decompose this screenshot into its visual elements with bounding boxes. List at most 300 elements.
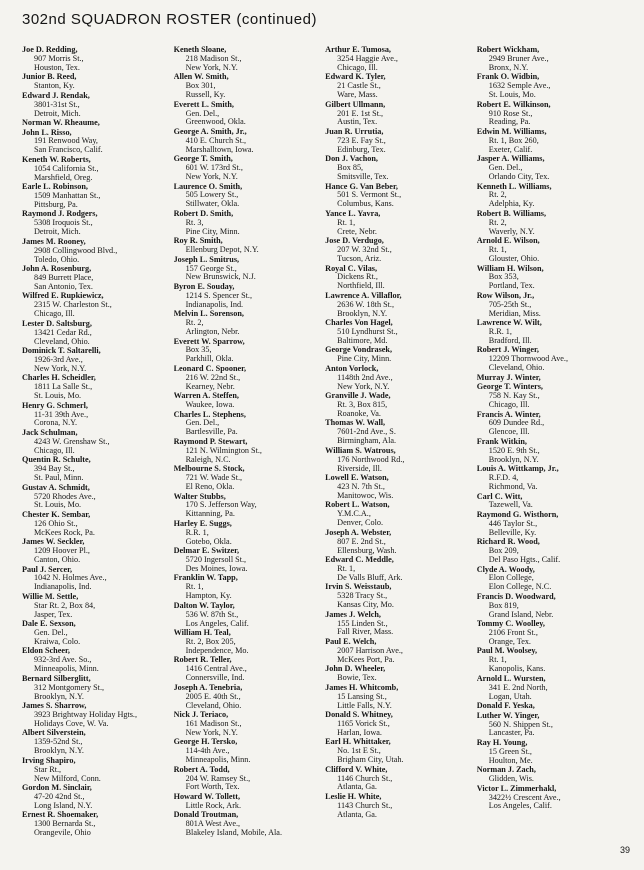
- address-line: Brooklyn, N.Y.: [34, 746, 84, 756]
- address-line: Cleveland, Ohio.: [488, 363, 545, 373]
- member-name: Carl C. Witt,: [476, 491, 523, 501]
- roster-entry: [477, 465, 632, 492]
- member-name: Franklin W. Tapp,: [173, 573, 238, 583]
- address-line: Dickens Rt.,: [337, 272, 378, 282]
- roster-entry: [22, 129, 168, 156]
- address-line: Indianapolis, Ind.: [185, 299, 244, 309]
- member-name: Irvin S. Weisstaub,: [325, 582, 392, 592]
- roster-entry: [174, 656, 320, 683]
- address-line: Jasper, Tex.: [34, 609, 73, 619]
- address-line: 1054 California St.,: [34, 163, 99, 173]
- member-name: Walter Stubbs,: [173, 491, 226, 501]
- address-line: No. 1st E St.,: [337, 746, 381, 756]
- roster-entry: [477, 155, 632, 182]
- roster-entry: [22, 729, 168, 756]
- roster-entry: [477, 319, 632, 346]
- member-name: Keneth Sloane,: [173, 46, 227, 54]
- address-line: New Milford, Conn.: [34, 773, 101, 783]
- member-name: Raymond G. Wisthorn,: [476, 509, 559, 519]
- roster-entry: [325, 365, 471, 392]
- address-line: 114-4th Ave.,: [185, 746, 230, 756]
- address-line: De Valls Bluff, Ark.: [337, 572, 403, 582]
- address-line: Stanton, Ky.: [34, 81, 75, 91]
- address-line: 2106 Front St.,: [488, 628, 538, 638]
- roster-entry: [174, 684, 320, 711]
- member-name: John D. Wheeler,: [325, 664, 386, 674]
- address-line: Box 209,: [488, 546, 519, 556]
- roster-entry: [477, 675, 632, 702]
- address-line: Ellenburg Depot, N.Y.: [185, 245, 259, 255]
- member-name: Byron E. Souday,: [173, 281, 235, 291]
- address-line: 705-25th St.,: [488, 299, 532, 309]
- member-name: Quentin R. Schulte,: [22, 455, 91, 465]
- page-title: 302nd SQUADRON ROSTER (continued): [22, 11, 317, 28]
- page-number: 39: [619, 845, 630, 855]
- member-name: Francis D. Woodward,: [476, 591, 556, 601]
- member-name: Everett W. Sparrow,: [173, 336, 245, 346]
- address-line: 121 N. Wilmington St.,: [185, 445, 262, 455]
- address-line: New York, N.Y.: [185, 62, 238, 72]
- address-line: 207 W. 32nd St.,: [337, 245, 392, 255]
- roster-entry: [477, 538, 632, 565]
- member-name: Lester D. Saltsburg,: [22, 318, 92, 328]
- roster-entry: [325, 665, 471, 683]
- address-line: Elon College,: [488, 573, 534, 583]
- address-line: 3422½ Crescent Ave.,: [488, 792, 561, 802]
- address-line: St. Louis, Mo.: [34, 391, 82, 401]
- member-name: Edward J. Rendak,: [22, 90, 90, 100]
- address-line: 394 Bay St.,: [34, 464, 75, 474]
- member-name: Donald F. Yeska,: [476, 701, 535, 711]
- address-line: Birmingham, Ala.: [337, 436, 397, 446]
- address-line: Glencoe, Ill.: [488, 427, 530, 437]
- address-line: 5328 Tracy St.,: [337, 591, 388, 601]
- roster-entry: [22, 538, 168, 565]
- address-line: Glidden, Wis.: [488, 774, 534, 784]
- address-line: St. Louis, Mo.: [34, 500, 82, 510]
- roster-entry: [325, 292, 471, 319]
- address-line: Houston, Tex.: [34, 62, 80, 72]
- address-line: R.R. 1,: [185, 527, 209, 537]
- roster-entry: [174, 547, 320, 574]
- roster-entry: [22, 593, 168, 620]
- address-line: Box 85,: [337, 163, 364, 173]
- address-line: Bowie, Tex.: [337, 673, 377, 683]
- address-line: 1520 E. 9th St.,: [488, 445, 540, 455]
- address-line: Chicago, Ill.: [488, 400, 530, 410]
- address-line: 191 Renwood Way,: [34, 136, 98, 146]
- address-line: Rt. 1,: [337, 217, 356, 227]
- address-line: Glouster, Ohio.: [488, 254, 540, 263]
- address-line: Houlton, Me.: [488, 755, 533, 765]
- member-name: Wilfred E. Rupkiewicz,: [22, 291, 104, 301]
- address-line: New York, N.Y.: [34, 363, 87, 373]
- address-line: Rt. 1, Box 260,: [488, 135, 539, 145]
- member-name: Robert D. Smith,: [173, 208, 234, 218]
- address-line: Roanoke, Va.: [337, 408, 381, 418]
- member-name: Raymond P. Stewart,: [173, 436, 248, 446]
- roster-entry: [477, 766, 632, 784]
- roster-entry: [174, 520, 320, 547]
- address-line: Waverly, N.Y.: [488, 226, 535, 236]
- roster-entry: [174, 766, 320, 793]
- address-line: Kraiwa, Colo.: [34, 636, 81, 646]
- roster-entry: [477, 493, 632, 511]
- address-line: Corona, N.Y.: [34, 418, 78, 428]
- roster-entry: [477, 566, 632, 593]
- roster-entry: [174, 310, 320, 337]
- address-line: Chicago, Ill.: [34, 445, 75, 455]
- member-name: Joseph L. Smitrus,: [173, 254, 240, 264]
- address-line: Kanopolis, Kans.: [488, 664, 546, 674]
- roster-entry: [22, 347, 168, 374]
- address-line: Bronx, N.Y.: [488, 62, 529, 72]
- address-line: Orange, Tex.: [488, 636, 531, 646]
- roster-entry: [174, 811, 320, 838]
- address-line: Little Falls, N.Y.: [337, 700, 392, 710]
- address-line: 204 W. Ramsey St.,: [185, 773, 251, 783]
- address-line: Grand Island, Nebr.: [488, 609, 554, 619]
- address-line: 2949 Bruner Ave.,: [488, 53, 549, 63]
- address-line: Little Rock, Ark.: [185, 800, 242, 810]
- roster-entry: [174, 711, 320, 738]
- member-name: Lawrence A. Villaflor,: [325, 290, 402, 300]
- roster-entry: [22, 511, 168, 538]
- roster-entry: [477, 101, 632, 128]
- member-name: Jack Schulman,: [22, 427, 78, 437]
- address-line: Chicago, Ill.: [337, 62, 378, 72]
- address-line: Blakeley Island, Mobile, Ala.: [185, 828, 282, 838]
- roster-entry: [174, 283, 320, 310]
- member-name: Robert R. Teller,: [173, 655, 232, 665]
- roster-entry: [325, 474, 471, 501]
- address-line: Brooklyn, N.Y.: [488, 454, 539, 464]
- member-name: Victor L. Zimmerhakl,: [476, 783, 557, 793]
- member-name: Dale E. Sexson,: [22, 619, 76, 629]
- address-line: 2007 Harrison Ave.,: [337, 645, 403, 655]
- address-line: Waukee, Iowa.: [185, 400, 235, 410]
- roster-column-2: [174, 46, 320, 846]
- roster-entry: [22, 119, 168, 128]
- address-line: 341 E. 2nd North,: [488, 682, 548, 692]
- address-line: 849 Burrett Place,: [34, 273, 94, 282]
- address-line: 410 E. Church St.,: [185, 135, 247, 145]
- member-name: Gustav A. Schmidt,: [22, 482, 90, 492]
- member-name: Ernest R. Shoemaker,: [22, 810, 99, 820]
- address-line: St. Paul, Minn.: [34, 473, 84, 483]
- address-line: Richmond, Va.: [488, 482, 538, 491]
- address-line: Gen. Del.,: [185, 418, 220, 428]
- roster-entry: [22, 265, 168, 292]
- roster-entry: [174, 493, 320, 520]
- address-line: Meridian, Miss.: [488, 308, 541, 318]
- roster-entry: [325, 46, 471, 73]
- member-name: George H. Tersko,: [173, 737, 238, 747]
- member-name: Charles L. Stephens,: [173, 409, 246, 419]
- address-line: 13421 Cedar Rd.,: [34, 327, 92, 337]
- roster-entry: [22, 456, 168, 483]
- address-line: 3923 Brightway Holiday Hgts.,: [34, 710, 138, 719]
- address-line: 2005 E. 40th St.,: [185, 691, 241, 701]
- address-line: 155 Linden St.,: [337, 618, 388, 628]
- address-line: 446 Taylor St.,: [488, 518, 538, 528]
- address-line: 4243 W. Grenshaw St.,: [34, 436, 110, 446]
- address-line: R.F.D. 4,: [488, 473, 519, 483]
- address-line: 1811 La Salle St.,: [34, 382, 93, 392]
- member-name: Paul J. Sercer,: [22, 564, 73, 574]
- address-line: Box 301,: [185, 81, 216, 91]
- roster-entry: [174, 411, 320, 438]
- address-line: Cleveland, Ohio.: [34, 336, 90, 346]
- member-name: Delmar E. Switzer,: [173, 546, 240, 556]
- address-line: Brigham City, Utah.: [337, 755, 404, 765]
- roster-entry: [325, 529, 471, 556]
- roster-entry: [22, 92, 168, 119]
- address-line: Bradford, Ill.: [488, 335, 532, 345]
- address-line: Atlanta, Ga.: [337, 809, 377, 819]
- address-line: 176 Northwood Rd.,: [337, 454, 405, 464]
- roster-entry: [22, 757, 168, 784]
- address-line: El Reno, Okla.: [185, 482, 235, 491]
- member-name: Joseph A. Tenebria,: [173, 682, 243, 692]
- member-name: Luther W. Yinger,: [476, 710, 540, 720]
- roster-column-4: [477, 46, 632, 846]
- roster-entry: [325, 793, 471, 820]
- member-name: Francis A. Winter,: [476, 409, 541, 419]
- member-name: Robert E. Wilkinson,: [476, 99, 551, 109]
- address-line: Russell, Ky.: [185, 90, 226, 100]
- address-line: Cleveland, Ohio.: [185, 700, 242, 710]
- roster-entry: [22, 566, 168, 593]
- roster-entry: [22, 620, 168, 647]
- address-line: Crete, Nebr.: [337, 226, 377, 236]
- address-line: 1148th 2nd Ave.,: [337, 372, 393, 382]
- address-line: 12209 Thornwood Ave.,: [488, 354, 569, 364]
- address-line: Detroit, Mich.: [34, 227, 81, 237]
- roster-entry: [22, 374, 168, 401]
- member-name: Anton Vorlock,: [325, 363, 379, 373]
- roster-entry: [325, 711, 471, 738]
- address-line: San Francisco, Calif.: [34, 145, 103, 155]
- address-line: Minneapolis, Minn.: [34, 664, 99, 674]
- address-line: 218 Madison St.,: [185, 53, 242, 63]
- address-line: Manitowoc, Wis.: [337, 490, 394, 500]
- roster-entry: [325, 501, 471, 528]
- roster-entry: [174, 101, 320, 128]
- member-name: William H. Wilson,: [476, 263, 544, 273]
- member-name: Robert B. Williams,: [476, 208, 547, 218]
- member-name: Murray J. Winter,: [476, 372, 541, 382]
- address-line: Stillwater, Okla.: [185, 199, 240, 209]
- member-name: Donald Troutman,: [173, 810, 239, 820]
- member-name: Bernard Silberglitt,: [22, 673, 91, 683]
- roster-entry: [325, 237, 471, 264]
- member-name: Raymond J. Rodgers,: [22, 209, 98, 219]
- address-line: New York, N.Y.: [337, 381, 390, 391]
- address-line: 723 E. Fay St.,: [337, 135, 386, 145]
- member-name: Roy R. Smith,: [173, 236, 223, 246]
- address-line: 126 Ohio St.,: [34, 518, 78, 528]
- address-line: 5720 Ingersoll St.,: [185, 555, 247, 565]
- address-line: Lancaster, Pa.: [488, 728, 535, 738]
- roster-entry: [477, 785, 632, 812]
- address-line: Los Angeles, Calif.: [488, 801, 552, 811]
- address-line: 2908 Collingwood Blvd.,: [34, 245, 118, 255]
- roster-column-3: [325, 46, 471, 846]
- member-name: Richard R. Wood,: [476, 537, 540, 547]
- roster-entry: [174, 128, 320, 155]
- address-line: Box 819,: [488, 600, 519, 610]
- member-name: Hance G. Van Beber,: [325, 181, 398, 191]
- address-line: 1416 Central Ave.,: [185, 664, 247, 674]
- address-line: Long Island, N.Y.: [34, 800, 93, 810]
- address-line: 907 Morris St.,: [34, 53, 84, 63]
- member-name: Frank Witkin,: [476, 436, 527, 446]
- roster-entry: [477, 620, 632, 647]
- roster-entry: [477, 438, 632, 465]
- member-name: William S. Watrous,: [325, 445, 396, 455]
- address-line: Brooklyn, N.Y.: [337, 308, 388, 318]
- address-line: R.R. 1,: [488, 327, 512, 337]
- roster-entry: [477, 383, 632, 410]
- address-line: Denver, Colo.: [337, 518, 383, 528]
- address-line: Logan, Utah.: [488, 691, 532, 701]
- roster-entry: [22, 210, 168, 237]
- member-name: Granville J. Wade,: [325, 391, 391, 401]
- address-line: Brooklyn, N.Y.: [34, 691, 84, 701]
- address-line: 423 N. 7th St.,: [337, 482, 385, 491]
- address-line: Connersville, Ind.: [185, 673, 245, 683]
- member-name: Leslie H. White,: [325, 791, 382, 801]
- member-name: Eldon Scheer,: [22, 646, 70, 656]
- address-line: New York, N.Y.: [185, 727, 238, 737]
- roster-entry: [174, 338, 320, 365]
- address-line: Kearney, Nebr.: [185, 381, 235, 391]
- address-line: Baltimore, Md.: [337, 335, 388, 345]
- roster-entry: [325, 392, 471, 419]
- address-line: Pine City, Minn.: [337, 354, 392, 364]
- member-name: Laurence O. Smith,: [173, 181, 243, 191]
- member-name: Frank O. Widbin,: [476, 72, 540, 82]
- address-line: Holidays Cove, W. Va.: [34, 718, 109, 728]
- address-line: Gen. Del.,: [488, 163, 523, 173]
- address-line: Rt. 2,: [488, 217, 507, 227]
- address-line: 505 Lowery St.,: [185, 190, 239, 200]
- member-name: Norman J. Zach,: [476, 765, 536, 775]
- member-name: Nick J. Teriaco,: [173, 710, 229, 719]
- address-line: Rt. 2, Box 205,: [185, 636, 236, 646]
- member-name: Irving Shapiro,: [22, 755, 76, 765]
- address-line: Y.M.C.A.,: [337, 509, 371, 519]
- roster-entry: [22, 320, 168, 347]
- member-name: Keneth W. Roberts,: [22, 154, 91, 164]
- address-line: 3801-31st St.,: [34, 99, 80, 109]
- address-line: Canton, Ohio.: [34, 555, 81, 565]
- address-line: Marshfield, Oreg.: [34, 172, 93, 182]
- address-line: Gen. Del.,: [185, 108, 220, 118]
- member-name: George Vondrasek,: [325, 345, 393, 355]
- address-line: 910 Rose St.,: [488, 108, 533, 118]
- address-line: 1214 S. Spencer St.,: [185, 290, 252, 300]
- address-line: Gen. Del.,: [34, 628, 68, 638]
- roster-entry: [325, 419, 471, 446]
- member-name: Edwin M. Williams,: [476, 126, 547, 136]
- roster-entry: [22, 784, 168, 811]
- member-name: Robert A. Todd,: [173, 764, 230, 774]
- roster-entry: [477, 292, 632, 319]
- address-line: New York, N.Y.: [185, 172, 238, 182]
- address-line: 15 Green St.,: [488, 746, 532, 756]
- roster-entry: [174, 629, 320, 656]
- address-line: McKees Port, Pa.: [337, 654, 395, 664]
- member-name: Everett L. Smith,: [173, 99, 234, 109]
- member-name: Dalton W. Taylor,: [173, 600, 235, 610]
- roster-entry: [174, 602, 320, 629]
- member-name: Paul M. Woolsey,: [476, 646, 538, 656]
- roster-entry: [325, 447, 471, 474]
- address-line: Smitsville, Tex.: [337, 172, 389, 182]
- address-line: 1146 Church St.,: [337, 773, 393, 783]
- member-name: Arnold E. Wilson,: [476, 236, 540, 246]
- address-line: 1300 Bernarda St.,: [34, 819, 96, 829]
- member-name: Henry G. Schmerl,: [22, 400, 88, 410]
- member-name: Melbourne S. Stock,: [173, 464, 245, 474]
- roster-entry: [477, 511, 632, 538]
- member-name: James M. Rooney,: [22, 236, 86, 246]
- address-line: 1209 Hoover Pl.,: [34, 546, 90, 556]
- roster-entry: [174, 738, 320, 765]
- member-name: Howard W. Tollett,: [173, 791, 240, 801]
- member-name: John L. Risso,: [22, 127, 72, 137]
- address-line: Rt. 1,: [488, 655, 507, 665]
- member-name: Juan R. Urrutia,: [325, 126, 384, 136]
- address-line: 1359-52nd St.,: [34, 737, 83, 747]
- address-line: 758 N. Kay St.,: [488, 391, 540, 401]
- member-name: Junior B. Reed,: [22, 72, 77, 82]
- address-line: 1632 Semple Ave.,: [488, 81, 551, 91]
- member-name: William H. Teal,: [173, 628, 231, 638]
- address-line: 932-3rd Ave. So.,: [34, 655, 92, 665]
- roster-entry: [325, 265, 471, 292]
- address-line: 560 N. Shippen St.,: [488, 719, 553, 729]
- roster-columns: [22, 46, 632, 846]
- address-line: Pine City, Minn.: [185, 226, 240, 236]
- roster-entry: [22, 484, 168, 511]
- address-line: Northfield, Ill.: [337, 281, 385, 291]
- address-line: Ware, Mass.: [337, 90, 378, 100]
- member-name: Willie M. Settle,: [22, 591, 79, 601]
- address-line: Fort Worth, Tex.: [185, 782, 240, 792]
- address-line: 161 Madison St.,: [185, 718, 242, 728]
- member-name: Lawrence W. Wilt,: [476, 318, 542, 328]
- address-line: Atlanta, Ga.: [337, 782, 377, 792]
- roster-entry: [325, 611, 471, 638]
- member-name: John A. Rosenburg,: [22, 264, 92, 274]
- roster-entry: [22, 183, 168, 210]
- member-name: Robert J. Winger,: [476, 345, 539, 355]
- roster-entry: [325, 319, 471, 346]
- member-name: George T. Winters,: [476, 382, 543, 392]
- member-name: Earl H. Whittaker,: [325, 737, 391, 747]
- member-name: Dominick T. Saltarelli,: [22, 346, 101, 356]
- address-line: Minneapolis, Minn.: [185, 755, 251, 765]
- roster-entry: [174, 392, 320, 410]
- address-line: Orlando City, Tex.: [488, 172, 550, 182]
- address-line: McKees Rock, Pa.: [34, 527, 95, 537]
- address-line: 1143 Church St.,: [337, 800, 393, 810]
- roster-entry: [325, 766, 471, 793]
- roster-entry: [174, 365, 320, 392]
